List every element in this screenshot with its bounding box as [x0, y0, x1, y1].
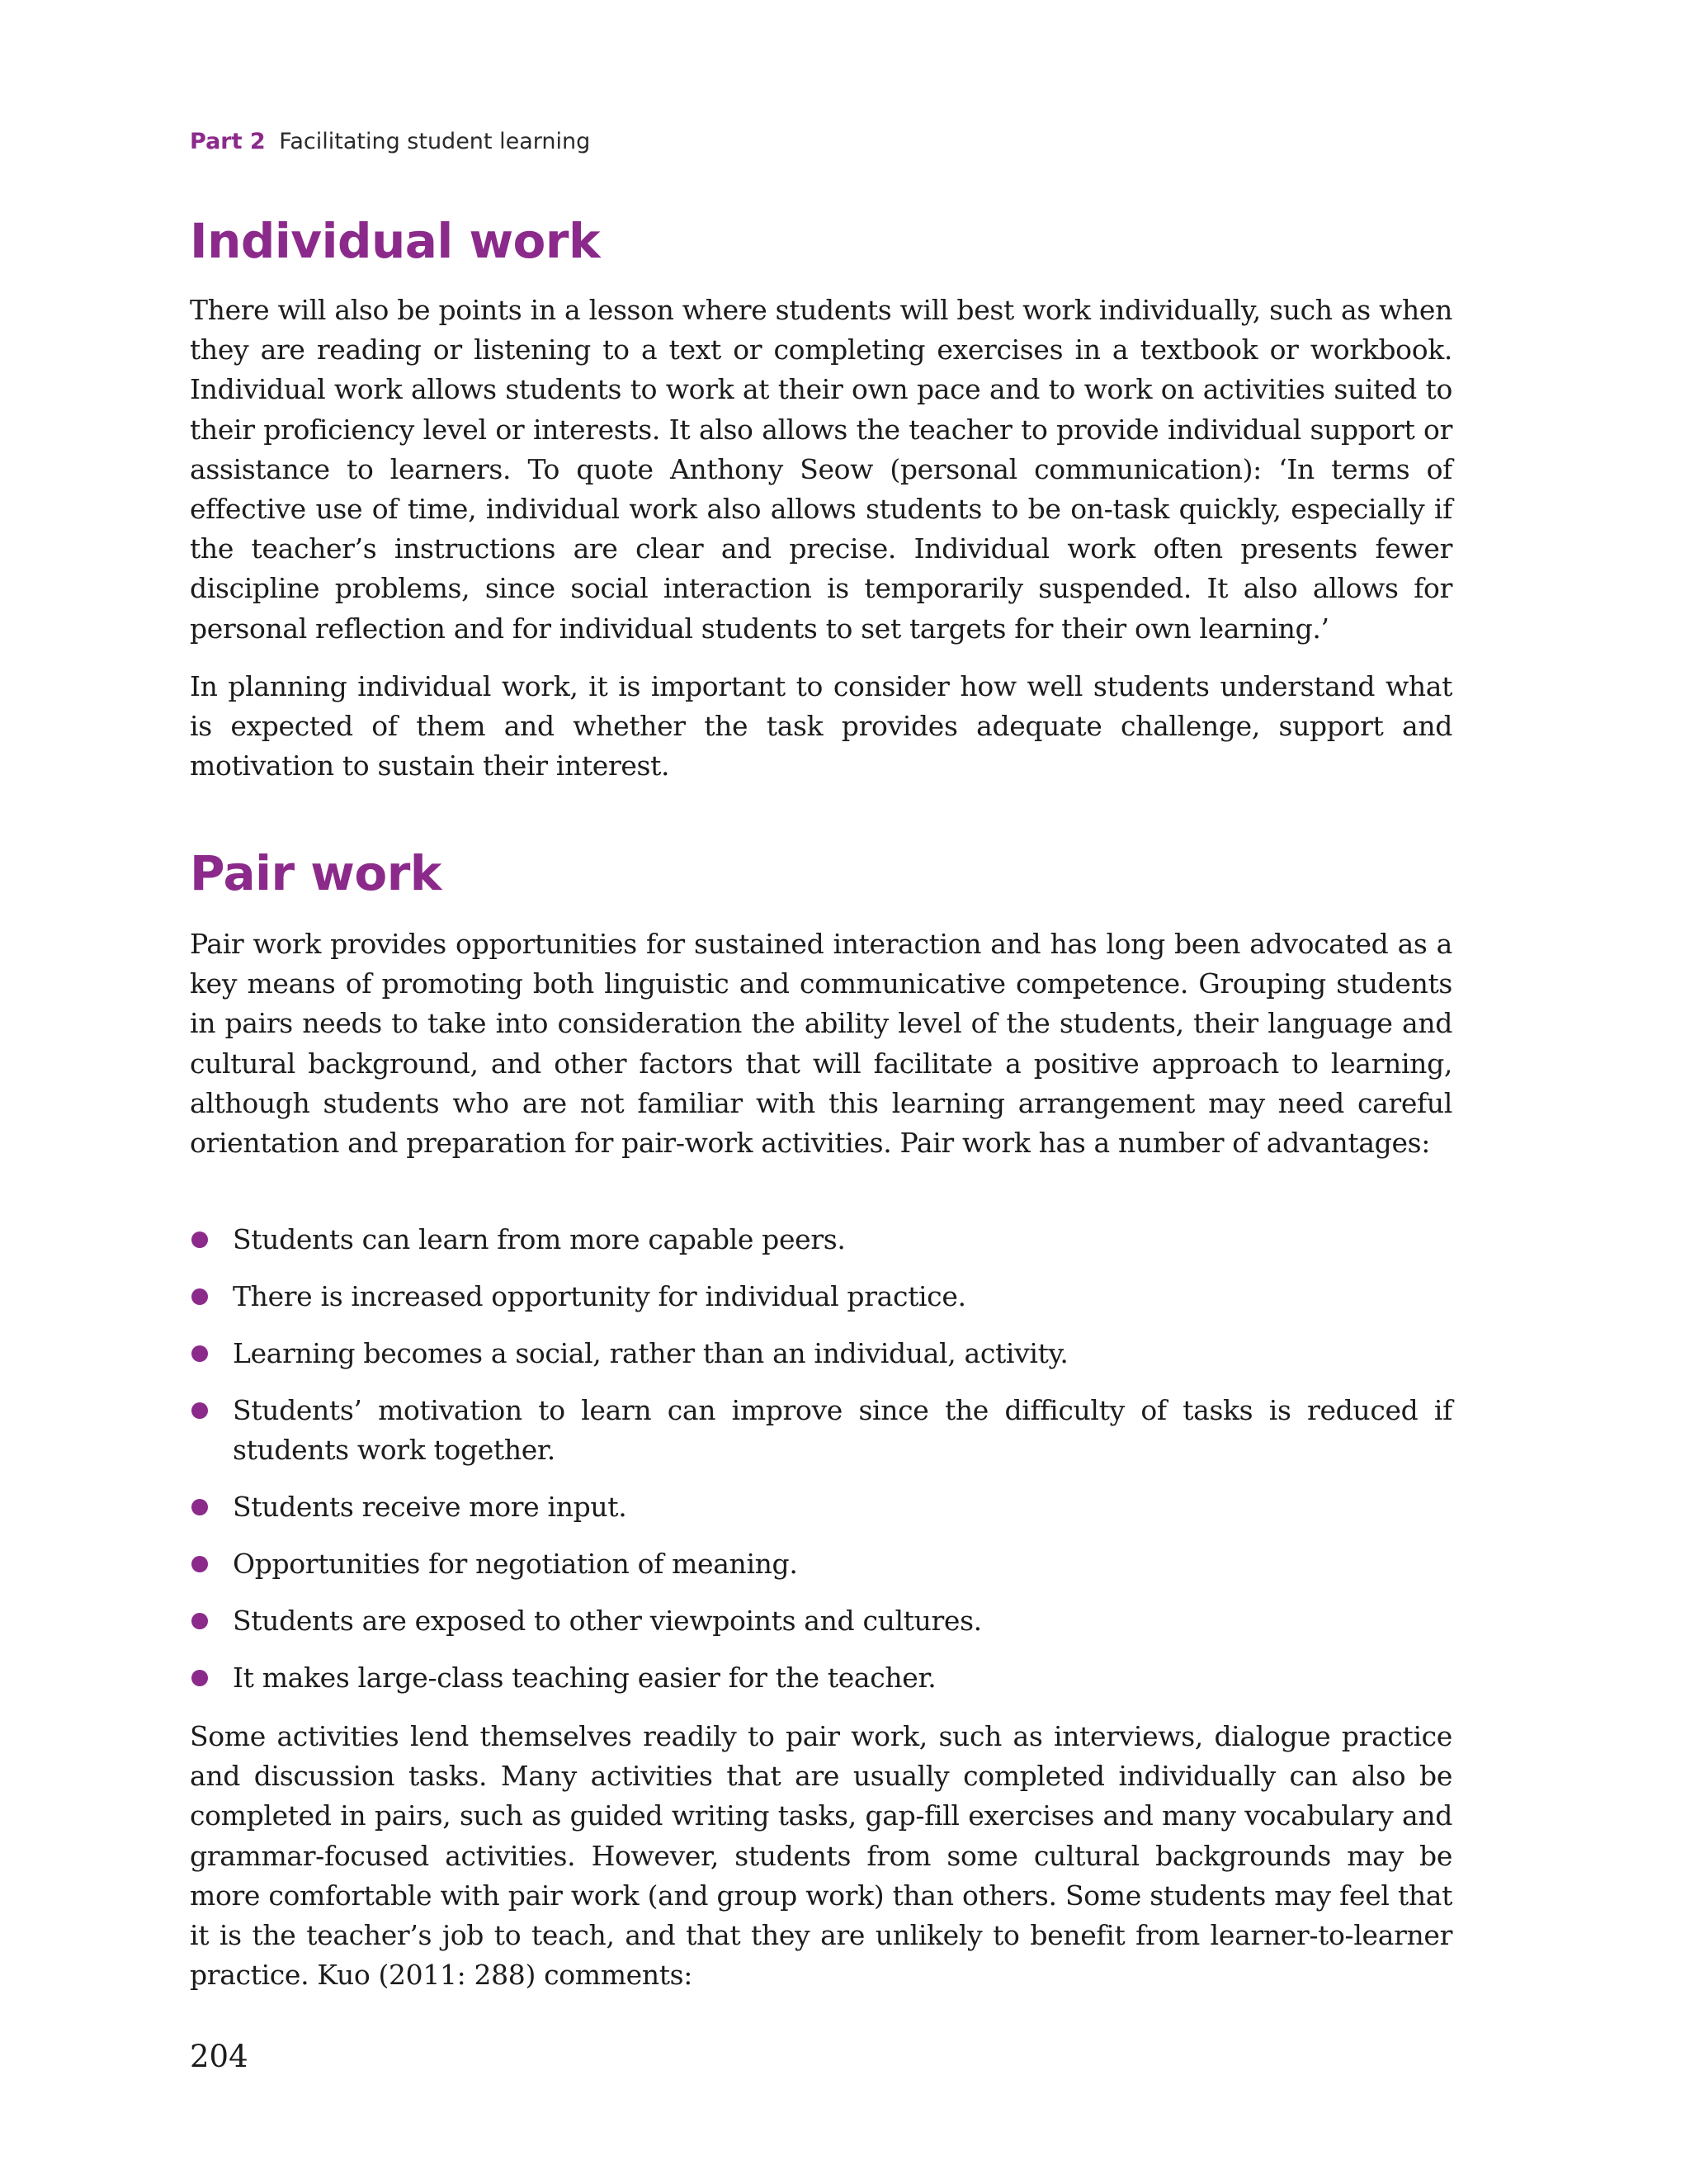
- running-head: [190, 129, 590, 154]
- running-head-title: Facilitating student learning: [279, 129, 591, 154]
- bullet-dot-icon: [191, 1288, 208, 1305]
- paragraph-individual-2: In planning individual work, it is important to consider how well students understand what is expected of them and whether the task provides adequate challenge, support and motivation to sustain their interest.: [190, 670, 1452, 782]
- list-item-text: Learning becomes a social, rather than an individual, activity.: [233, 1337, 1069, 1369]
- advantages-list: [190, 1220, 1452, 1715]
- section-heading-individual-work: Individual work: [190, 213, 601, 269]
- bullet-dot-icon: [191, 1345, 208, 1362]
- paragraph-individual-1: There will also be points in a lesson where students will best work individually, such as when they are reading or listening to a text or completing exercises in a textbook or workbook. Individual work allows students to work at their own pace and to work on activities suited to their proficiency level or interests. It also allows the teacher to provide individual support or assistance to learners. To quote Anthony Seow (personal communication): ‘In terms of effective use of time, individual work also allows students to be on-task quickly, especially if the teacher’s instructions are clear and precise. Individual work often presents fewer discipline problems, since social interaction is temporarily suspended. It also allows for personal reflection and for individual students to set targets for their own learning.’: [190, 294, 1452, 645]
- bullet-dot-icon: [191, 1402, 208, 1419]
- list-item-text: There is increased opportunity for individual practice.: [233, 1280, 966, 1312]
- list-item: [190, 1601, 1452, 1641]
- paragraph-pair-intro: Pair work provides opportunities for sustained interaction and has long been advocated as a key means of promoting both linguistic and communicative competence. Grouping students in pairs needs to take into consideration the ability level of the students, their language and cultural background, and other factors that will facilitate a positive approach to learning, although students who are not familiar with this learning arrangement may need careful orientation and preparation for pair-work activities. Pair work has a number of advantages:: [190, 928, 1452, 1160]
- list-item: [190, 1277, 1452, 1317]
- list-item: [190, 1334, 1452, 1373]
- list-item: [190, 1487, 1452, 1527]
- section-heading-pair-work: Pair work: [190, 845, 441, 901]
- list-item-text: Students’ motivation to learn can improve since the difficulty of tasks is reduced if students work together.: [233, 1394, 1452, 1467]
- list-item-text: It makes large-class teaching easier for the teacher.: [233, 1662, 937, 1695]
- bullet-dot-icon: [191, 1613, 208, 1629]
- list-item-text: Students are exposed to other viewpoints and cultures.: [233, 1605, 982, 1638]
- list-item-text: Students can learn from more capable peers.: [233, 1223, 846, 1255]
- bullet-dot-icon: [191, 1670, 208, 1686]
- bullet-dot-icon: [191, 1231, 208, 1248]
- bullet-dot-icon: [191, 1556, 208, 1572]
- list-item-text: Opportunities for negotiation of meaning.: [233, 1548, 798, 1581]
- list-item: [190, 1220, 1452, 1260]
- list-item: [190, 1391, 1452, 1470]
- bullet-dot-icon: [191, 1499, 208, 1515]
- list-item-text: Students receive more input.: [233, 1491, 627, 1524]
- page-number: 204: [190, 2039, 248, 2074]
- running-head-part: Part 2: [190, 129, 266, 154]
- list-item: [190, 1658, 1452, 1698]
- paragraph-pair-closing: Some activities lend themselves readily to pair work, such as interviews, dialogue practice and discussion tasks. Many activities that are usually completed individually can also be completed in pairs, such as guided writing tasks, gap-fill exercises and many vocabulary and grammar-focused activities. However, students from some cultural backgrounds may be more comfortable with pair work (and group work) than others. Some students may feel that it is the teacher’s job to teach, and that they are unlikely to benefit from learner-to-learner practice. Kuo (2011: 288) comments:: [190, 1720, 1452, 1992]
- list-item: [190, 1544, 1452, 1584]
